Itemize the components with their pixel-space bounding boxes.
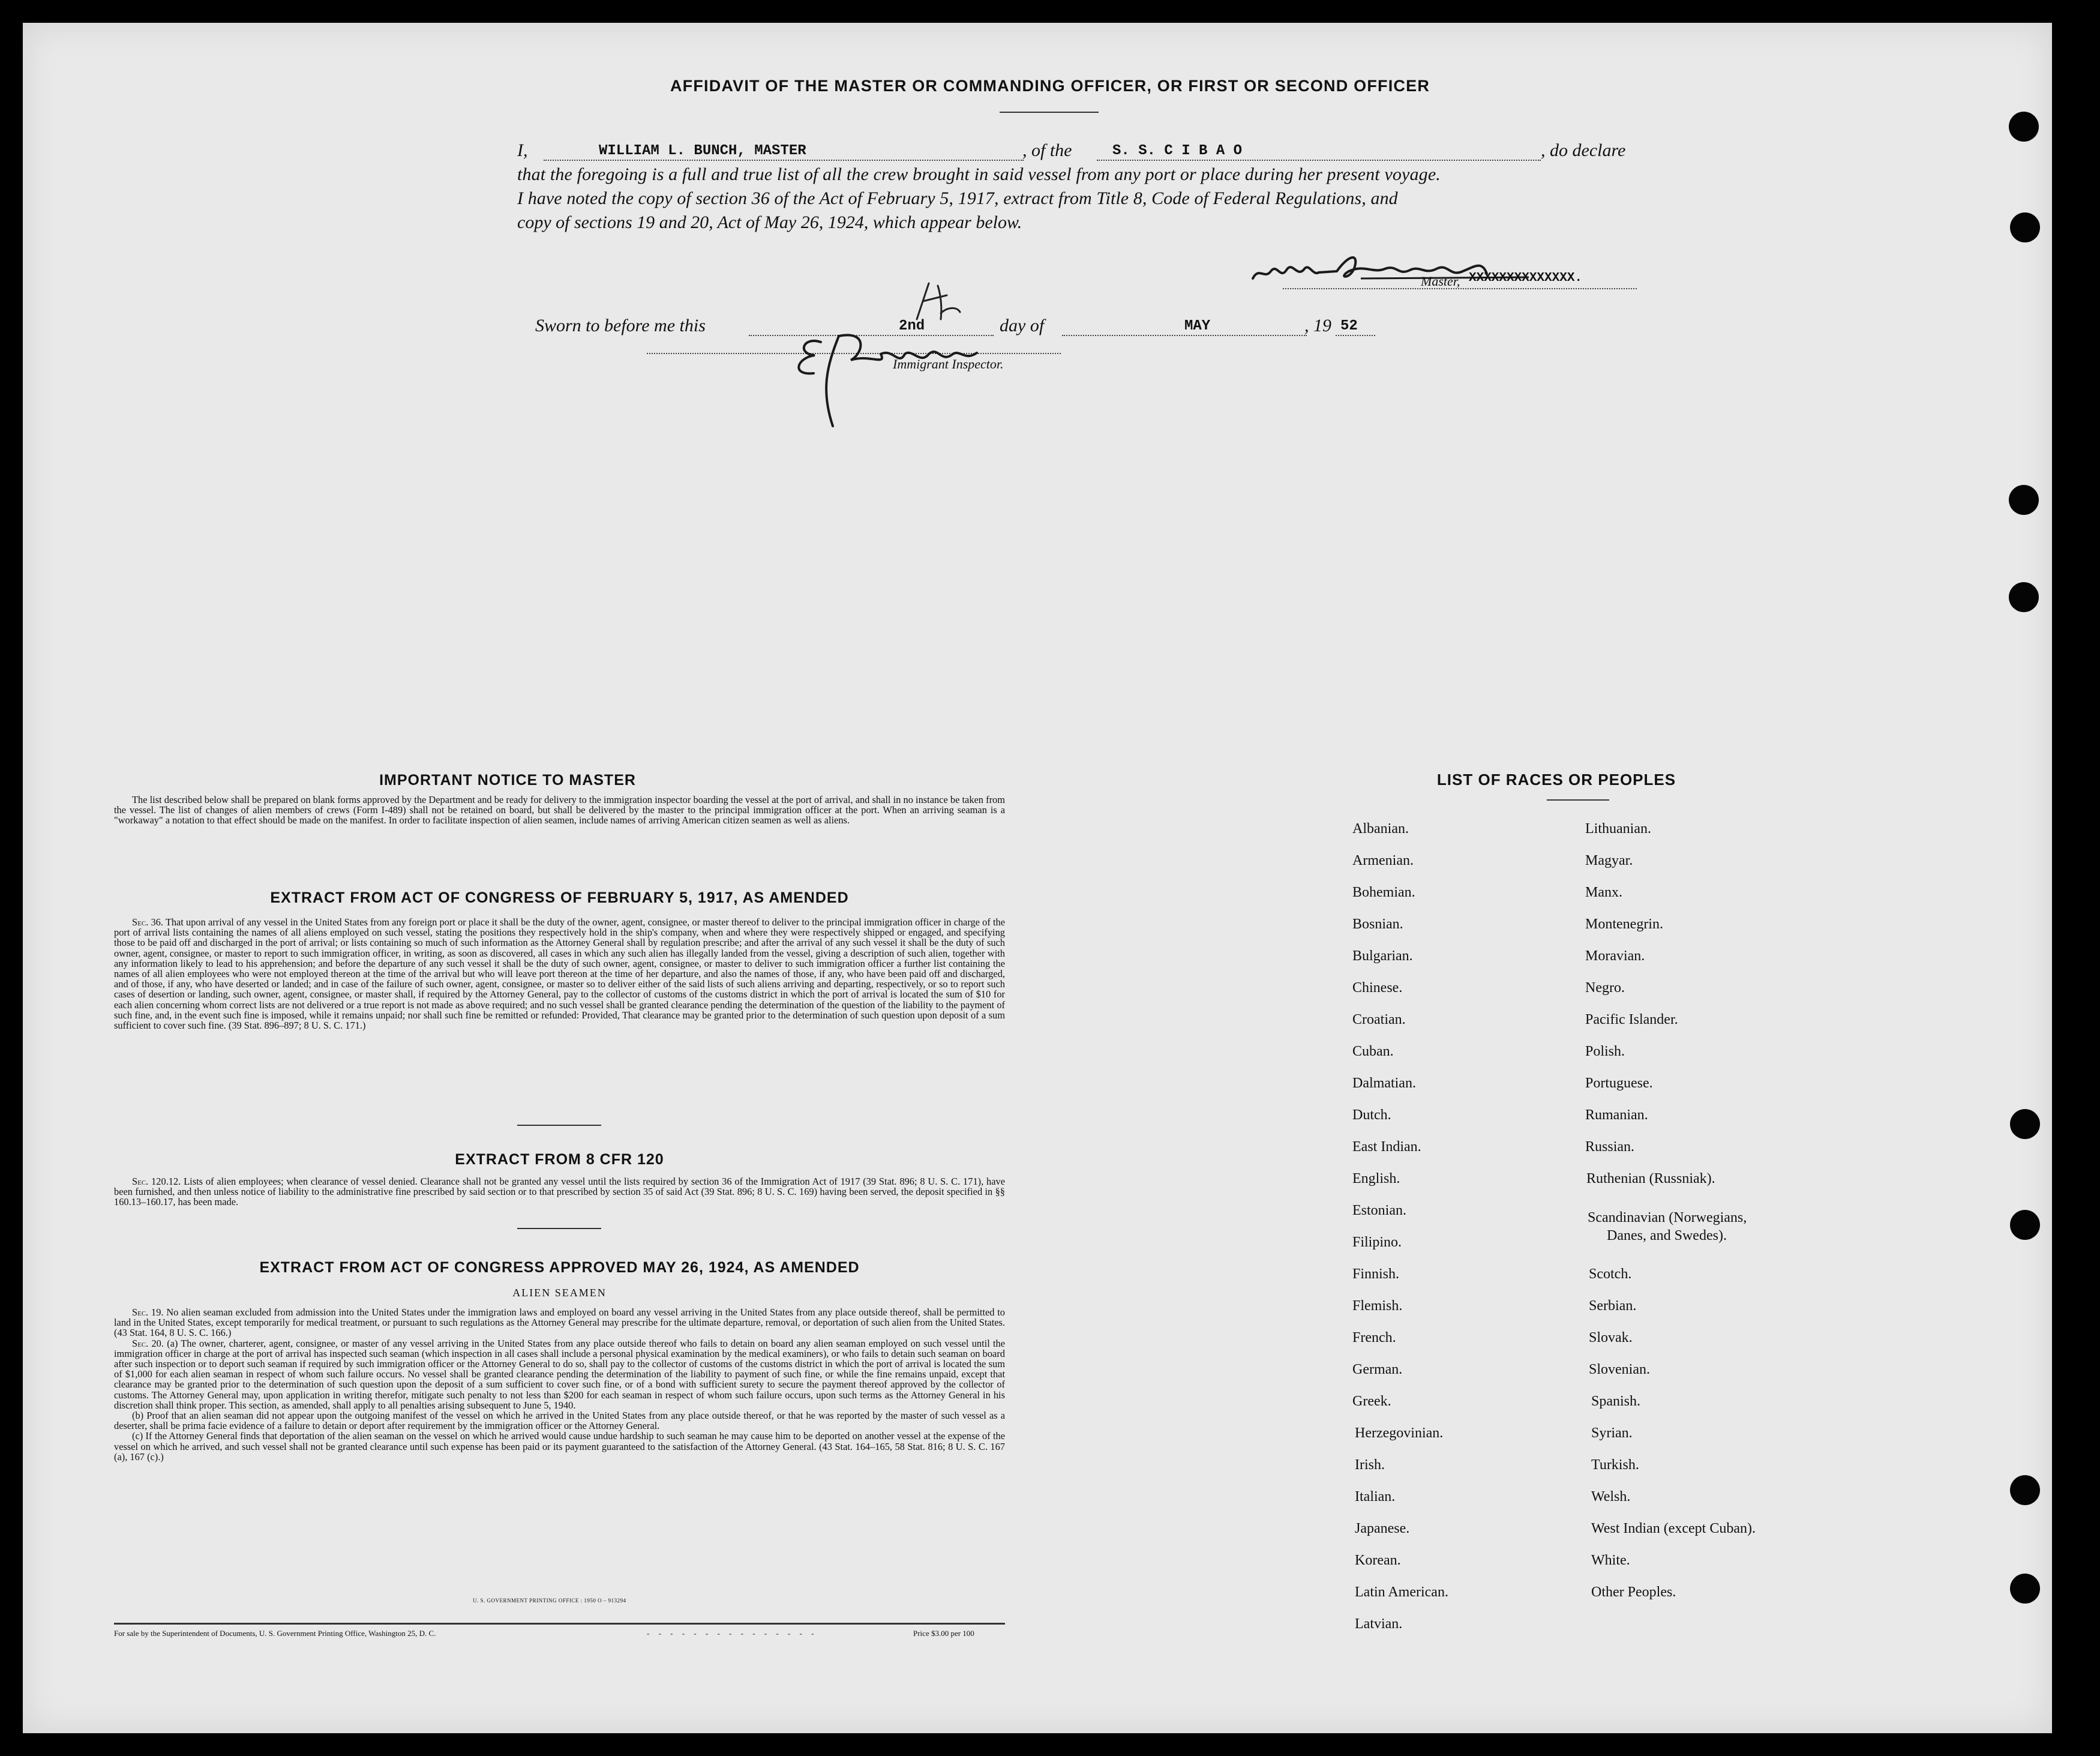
- extract-1917-title: EXTRACT FROM ACT OF CONGRESS OF FEBRUARY 5, 1917, AS AMENDED: [270, 889, 849, 906]
- affidavit-line-4: copy of sections 19 and 20, Act of May 26, 1924, which appear below.: [517, 212, 1022, 232]
- inspector-signature: [785, 318, 1049, 438]
- race-item: Manx.: [1585, 885, 1622, 900]
- race-item: Albanian.: [1352, 821, 1409, 837]
- race-item: Estonian.: [1352, 1203, 1406, 1218]
- alien-seamen-subtitle: ALIEN SEAMEN: [512, 1287, 607, 1299]
- race-item: French.: [1352, 1330, 1396, 1346]
- race-item: Japanese.: [1355, 1521, 1410, 1536]
- race-item: Portuguese.: [1585, 1075, 1653, 1091]
- extract-1924-title: EXTRACT FROM ACT OF CONGRESS APPROVED MAY 26, 1924, AS AMENDED: [259, 1259, 860, 1276]
- of-the-label: , of the: [1022, 140, 1072, 160]
- race-item: Bulgarian.: [1352, 948, 1413, 964]
- races-rule: [1547, 799, 1609, 801]
- sec-36-label: Sec. 36.: [132, 916, 163, 928]
- race-item: Spanish.: [1591, 1394, 1641, 1409]
- race-item: Moravian.: [1585, 948, 1645, 964]
- sec-19-text: No alien seaman excluded from admission into the United States under the immigration laws and employed on board any vessel arriving in the United States from any place outside thereof, shall be permitted to land in the United States, except temporarily for medical treatment, or pursuant to such regulations as the Attorney General may prescribe for the ultimate departure, removal, or deportation of such alien from the United States. (43 Stat. 164, 8 U. S. C. 166.): [114, 1306, 1005, 1339]
- section-rule: [517, 1125, 601, 1126]
- race-item: Ruthenian (Russniak).: [1586, 1171, 1715, 1186]
- race-item: Dalmatian.: [1352, 1075, 1416, 1091]
- month-value: MAY: [1184, 318, 1211, 334]
- race-item: Dutch.: [1352, 1107, 1391, 1123]
- day-of-label: day of: [1000, 316, 1045, 335]
- race-item: Russian.: [1585, 1139, 1635, 1155]
- sec-36-text: That upon arrival of any vessel in the United States from any foreign port or place it shall be the duty of the owner, agent, consignee, or master thereof to deliver to the principal immigration officer in charge of the port of arrival lists containing the names of all aliens employed on such vessel, stating the positions they respectively hold in the ship's company, when and where they were respectively shipped or engaged, and specifying those to be paid off and discharged in the port of arrival; or lists containing so much of such information as the Attorney General shall by regulation prescribe; and after the arrival of any such vessel it shall be the duty of such owner, agent, consignee, or master to report to such immigration officer, in writing, as soon as discovered, all cases in which any such alien has illegally landed from the vessel, giving a description of such alien, together with any information likely to lead to his apprehension; and before the departure of any such vessel it shall be the duty of such owner, agent, consignee, or master to deliver to such immigration officer a further list containing the names of all alien employees who were not employed thereon at the time of the arrival but who will leave port thereon at the time of her departure, and also the names of those, if any, who have been paid off and discharged, and of those, if any, who have deserted or landed; and in case of the failure of such owner, agent, consignee, or master so to deliver either of the said lists of such aliens arriving and departing, respectively, or so to report such cases of desertion or landing, such owner, agent, consignee, or master shall, if required by the Attorney General, pay to the collector of customs of the customs district in which the port of arrival is located the sum of $10 for each alien concerning whom correct lists are not delivered or a true report is not made as above required; and no such vessel shall be granted clearance pending the determination of the question of the liability to the payment of such fine, and, in the event such fine is imposed, while it remains unpaid; nor shall such fine be remitted or refunded: Provided, That clearance may be granted prior to the determination of such question upon deposit of a sum sufficient to cover such fine. (39 Stat. 896–897; 8 U. S. C. 171.): [114, 916, 1005, 1032]
- race-item: English.: [1352, 1171, 1400, 1186]
- month-blank: [1062, 335, 1307, 336]
- race-item: Slovak.: [1589, 1330, 1633, 1346]
- master-label: Master,: [1421, 274, 1460, 289]
- race-item: Danes, and Swedes).: [1607, 1228, 1727, 1243]
- race-item: Magyar.: [1585, 853, 1633, 868]
- sec-20c-text: (c) If the Attorney General finds that deportation of the alien seaman on the vessel on which he arrived would cause undue hardship to such seaman he may cause him to be deported on another vessel at the expense of the vessel on which he arrived, and such vessel shall not be granted clearance until such expense has been paid or its payment guaranteed to the satisfaction of the Attorney General. (43 Stat. 164–165, 58 Stat. 816; 8 U. S. C. 167 (a), 167 (c).): [114, 1430, 1005, 1463]
- affidavit-line-3: I have noted the copy of section 36 of the Act of February 5, 1917, extract from Title 8, Code of Federal Regulations, and: [517, 188, 1398, 208]
- race-item: Other Peoples.: [1591, 1584, 1676, 1600]
- footer-price: Price $3.00 per 100: [913, 1629, 974, 1638]
- vessel-blank: [1097, 160, 1541, 161]
- race-item: Bosnian.: [1352, 916, 1403, 932]
- document-page: [23, 23, 2052, 1733]
- race-item: Croatian.: [1352, 1012, 1406, 1027]
- binder-hole: [2010, 212, 2040, 242]
- master-line: [1283, 288, 1637, 289]
- master-name: WILLIAM L. BUNCH, MASTER: [599, 143, 806, 159]
- race-item: Flemish.: [1352, 1298, 1403, 1314]
- sec-20-label: Sec. 20.: [132, 1337, 164, 1349]
- sworn-label: Sworn to before me this: [535, 316, 706, 335]
- binder-hole: [2010, 1109, 2040, 1139]
- notice-text: The list described below shall be prepared on blank forms approved by the Department and be ready for delivery to the immigration inspector boarding the vessel at the port of arrival, and shall in no instance be taken from the vessel. The list of changes of alien members of crews (Form I-489) shall not be retained on board, but shall be delivered by the master to the principal immigration officer at the port. When an arriving seaman is a "workaway" a notation to that effect should be made on the manifest. In order to facilitate inspection of alien seamen, include names of arriving American citizen seamen as well as aliens.: [114, 794, 1005, 826]
- binder-hole: [2009, 485, 2039, 515]
- race-item: Scotch.: [1589, 1266, 1632, 1282]
- footer-left: For sale by the Superintendent of Documents, U. S. Government Printing Office, Washington 25, D. C.: [114, 1629, 436, 1638]
- race-item: Slovenian.: [1589, 1362, 1650, 1377]
- inspector-label: Immigrant Inspector.: [893, 356, 1004, 371]
- race-item: Montenegrin.: [1585, 916, 1663, 932]
- race-item: Bohemian.: [1352, 885, 1415, 900]
- race-item: West Indian (except Cuban).: [1591, 1521, 1756, 1536]
- race-item: White.: [1591, 1553, 1630, 1568]
- race-item: Pacific Islander.: [1585, 1012, 1678, 1027]
- binder-hole: [2010, 1475, 2040, 1505]
- affidavit-pronoun: I,: [517, 140, 528, 160]
- vessel-name: S. S. C I B A O: [1112, 143, 1243, 159]
- race-item: Rumanian.: [1585, 1107, 1648, 1123]
- footer-rule: [114, 1623, 1005, 1625]
- race-item: Cuban.: [1352, 1044, 1394, 1059]
- race-item: Herzegovinian.: [1355, 1425, 1444, 1441]
- race-item: Chinese.: [1352, 980, 1403, 996]
- race-item: Serbian.: [1589, 1298, 1637, 1314]
- extract-1917-body: [114, 917, 1005, 1030]
- race-item: Irish.: [1355, 1457, 1385, 1473]
- races-title: LIST OF RACES OR PEOPLES: [1436, 771, 1676, 789]
- race-item: Polish.: [1585, 1044, 1625, 1059]
- race-item: German.: [1352, 1362, 1403, 1377]
- binder-hole: [2010, 1574, 2040, 1604]
- sec-20a-text: (a) The owner, charterer, agent, consignee, or master of any vessel arriving in the United States from any place outside thereof who fails to detain on board any alien seaman employed on such vessel until the immigration officer in charge at the port of arrival has inspected such seaman (which inspection in all cases shall include a personal physical examination by the medical examiners), or who fails to detain such seaman on board after such inspection or to deport such seaman if required by such immigration officer or the Attorney General to do so, shall pay to the collector of customs of the customs district in which the port of arrival is located the sum of $1,000 for each alien seaman in respect of whom such failure occurs. No vessel shall be granted clearance pending the determination of the liability to payment of such fine, or while the fine remains unpaid, except that clearance may be granted prior to the determination of such question upon the deposit of a sum sufficient to cover such fine, or of a bond with sufficient surety to secure the payment thereof approved by the collector of customs. The Attorney General may, upon application in writing therefor, mitigate such penalty to not less than $200 for each seaman in respect of whom such failure occurs, upon such terms as the Attorney General in his discretion shall think proper. This section, as amended, shall apply to all penalties arising subsequent to June 5, 1940.: [114, 1337, 1005, 1411]
- binder-hole: [2009, 582, 2039, 612]
- race-item: Italian.: [1355, 1489, 1396, 1505]
- affidavit-title: AFFIDAVIT OF THE MASTER OR COMMANDING OFFICER, OR FIRST OR SECOND OFFICER: [670, 77, 1430, 95]
- sec-20b-text: (b) Proof that an alien seaman did not appear upon the outgoing manifest of the vessel on which he arrived in the United States from any place outside thereof, or that he was reported by the master of such vessel as a deserter, shall be prima facie evidence of a failure to detain or deport after requirement by the immigration officer or the Attorney General.: [114, 1410, 1005, 1432]
- day-value: 2nd: [899, 318, 925, 334]
- title-strikeout: XXXXXXXXXXXXXX.: [1469, 271, 1583, 285]
- year-blank: [1336, 335, 1375, 336]
- binder-hole: [2010, 1210, 2040, 1240]
- affidavit-line-2: that the foregoing is a full and true list of all the crew brought in said vessel from any port or place during her present voyage.: [517, 164, 1441, 184]
- extract-cfr-body: [114, 1176, 1005, 1207]
- race-item: Negro.: [1585, 980, 1625, 996]
- race-item: East Indian.: [1352, 1139, 1421, 1155]
- title-rule: [1000, 112, 1099, 113]
- race-item: Welsh.: [1591, 1489, 1631, 1505]
- race-item: Filipino.: [1352, 1234, 1402, 1250]
- year-value: 52: [1340, 318, 1358, 334]
- race-item: Lithuanian.: [1585, 821, 1651, 837]
- race-item: Korean.: [1355, 1553, 1401, 1568]
- notice-title: IMPORTANT NOTICE TO MASTER: [379, 772, 636, 789]
- race-item: Syrian.: [1591, 1425, 1633, 1441]
- extract-cfr-title: EXTRACT FROM 8 CFR 120: [455, 1151, 664, 1168]
- race-item: Armenian.: [1352, 853, 1414, 868]
- year-prefix: , 19: [1304, 316, 1331, 335]
- do-declare-label: , do declare: [1541, 140, 1626, 160]
- race-item: Turkish.: [1591, 1457, 1639, 1473]
- sec-19-label: Sec. 19.: [132, 1306, 164, 1318]
- sec-120-label: Sec. 120.12.: [132, 1176, 181, 1187]
- race-item: Latin American.: [1355, 1584, 1448, 1600]
- footer-dots: - - - - - - - - - - - - - - -: [647, 1629, 818, 1638]
- notice-body: [114, 795, 1005, 826]
- race-item: Greek.: [1352, 1394, 1391, 1409]
- gpo-line: U. S. GOVERNMENT PRINTING OFFICE : 1950 O – 913294: [473, 1598, 626, 1604]
- section-rule: [517, 1228, 601, 1229]
- race-item: Scandinavian (Norwegians,: [1588, 1210, 1747, 1225]
- extract-1924-body: [114, 1307, 1005, 1462]
- name-blank: [544, 160, 1024, 161]
- race-item: Finnish.: [1352, 1266, 1400, 1282]
- race-item: Latvian.: [1355, 1616, 1403, 1632]
- binder-hole: [2009, 112, 2039, 142]
- sec-120-text: Lists of alien employees; when clearance of vessel denied. Clearance shall not be granted any vessel until the lists required by section 36 of the Immigration Act of 1917 (39 Stat. 896; 8 U. S. C. 171), have been furnished, and then unless notice of liability to the administrative fine prescribed by said section or to that prescribed by section 35 of said Act (39 Stat. 896; 8 U. S. C. 169) having been served, the deposit specified in §§ 160.13–160.17, has been made.: [114, 1176, 1005, 1208]
